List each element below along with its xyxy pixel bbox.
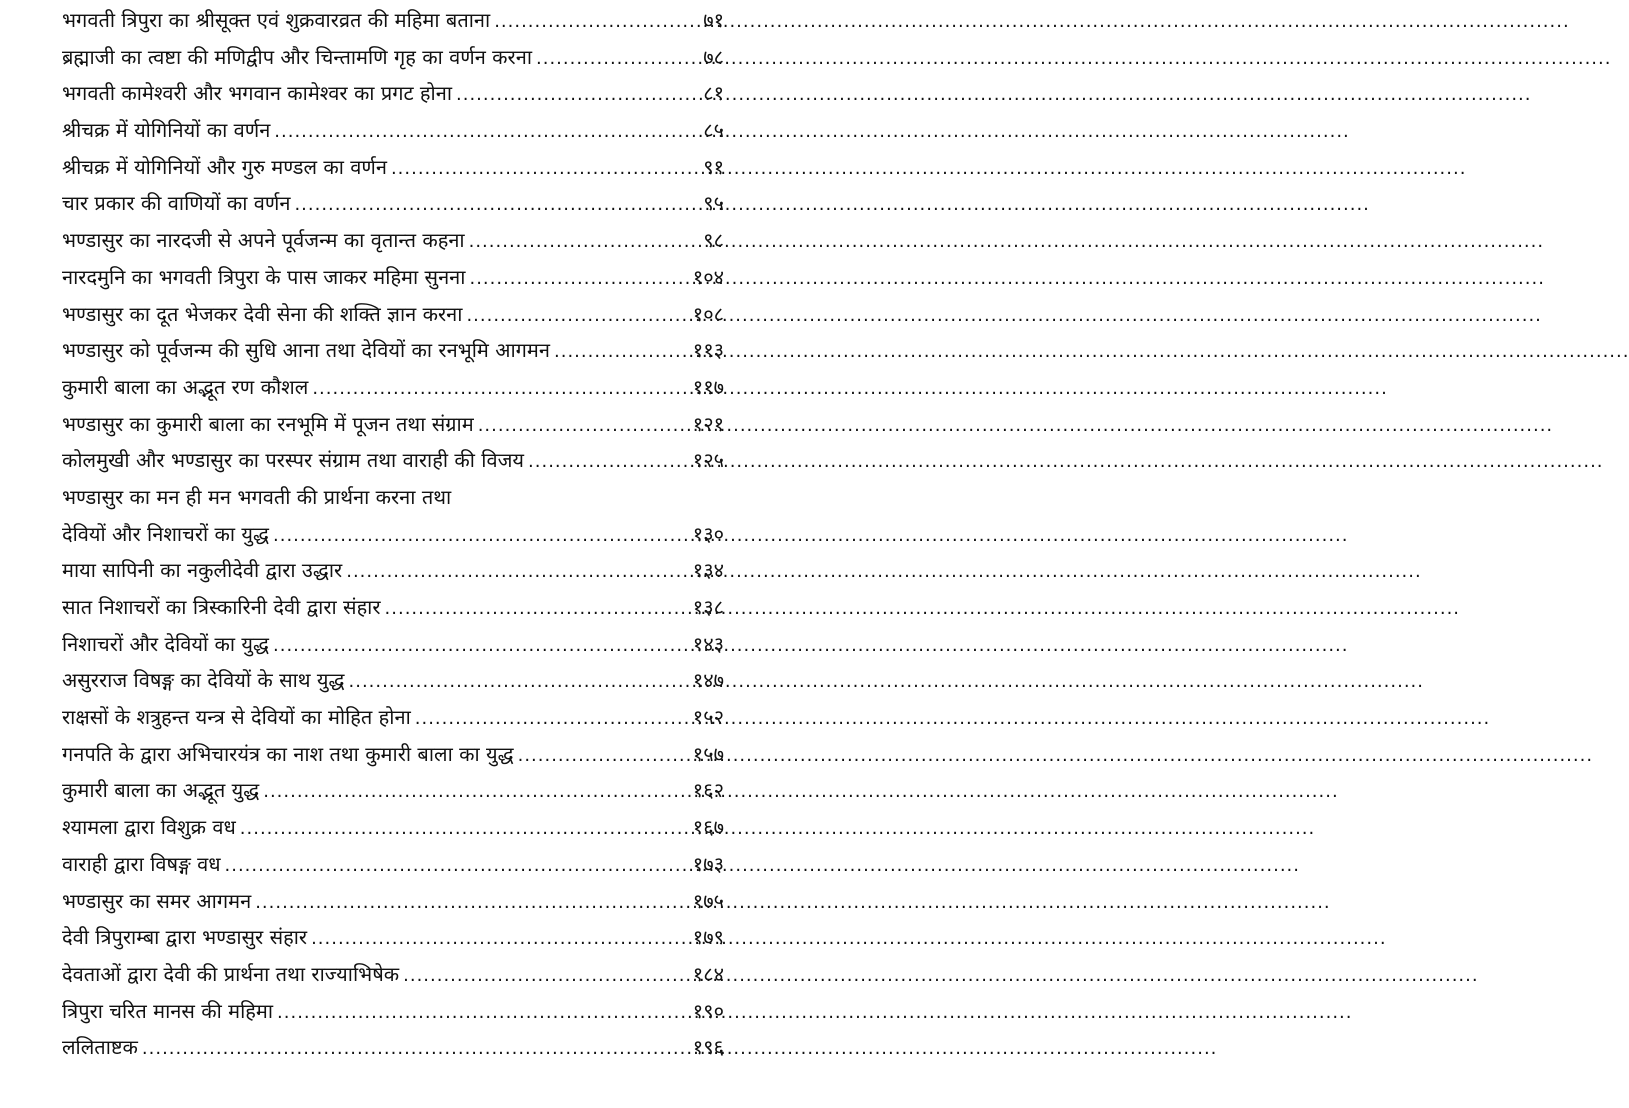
dot-leader bbox=[415, 701, 674, 738]
toc-entry-title: भण्डासुर का मन ही मन भगवती की प्रार्थना करना तथा bbox=[62, 484, 452, 509]
toc-entry-page-number: १३४ bbox=[692, 558, 724, 583]
table-of-contents bbox=[62, 2, 724, 1066]
toc-entry-page-number: १५२ bbox=[692, 705, 724, 730]
toc-entry-page-number: १२५ bbox=[692, 448, 724, 473]
toc-entry bbox=[62, 883, 724, 920]
dot-leader bbox=[494, 4, 674, 41]
toc-entry-page-number: ९८ bbox=[703, 228, 724, 253]
dot-leader bbox=[273, 518, 674, 555]
toc-entry bbox=[62, 846, 724, 883]
dot-leader bbox=[274, 114, 674, 151]
toc-entry-title: नारदमुनि का भगवती त्रिपुरा के पास जाकर महिमा सुनना bbox=[62, 264, 466, 289]
toc-entry-page-number: १७५ bbox=[692, 888, 724, 913]
toc-entry bbox=[62, 552, 724, 589]
dot-leader bbox=[294, 187, 674, 224]
dot-leader bbox=[403, 958, 674, 995]
toc-entry bbox=[62, 39, 724, 76]
toc-entry bbox=[62, 956, 724, 993]
toc-entry-title: राक्षसों के शत्रुहन्त यन्त्र से देवियों का मोहित होना bbox=[62, 705, 411, 730]
toc-entry-page-number: १९६ bbox=[692, 1035, 724, 1060]
dot-leader bbox=[240, 811, 674, 848]
toc-entry-title: भण्डासुर का समर आगमन bbox=[62, 888, 252, 913]
dot-leader bbox=[142, 1031, 674, 1068]
toc-entry-title: त्रिपुरा चरित मानस की महिमा bbox=[62, 998, 274, 1023]
toc-entry-page-number: १८४ bbox=[692, 961, 724, 986]
toc-entry bbox=[62, 2, 724, 39]
dot-leader bbox=[277, 995, 674, 1032]
toc-entry-page-number: १०८ bbox=[692, 301, 724, 326]
dot-leader bbox=[528, 444, 674, 481]
toc-entry bbox=[62, 185, 724, 222]
dot-leader bbox=[391, 151, 674, 188]
toc-entry-page-number: ८५ bbox=[703, 118, 724, 143]
toc-entry-page-number: १४७ bbox=[692, 668, 724, 693]
toc-entry-page-number: १७९ bbox=[692, 925, 724, 950]
toc-entry bbox=[62, 369, 724, 406]
toc-entry bbox=[62, 259, 724, 296]
toc-entry-title: देवियों और निशाचरों का युद्ध bbox=[62, 521, 270, 546]
toc-entry-page-number: १०४ bbox=[692, 264, 724, 289]
toc-entry-page-number: ७१ bbox=[703, 8, 724, 32]
toc-entry-page-number: ९१ bbox=[703, 154, 724, 179]
toc-entry bbox=[62, 699, 724, 736]
toc-entry bbox=[62, 332, 724, 369]
toc-entry-title: निशाचरों और देवियों का युद्ध bbox=[62, 631, 270, 656]
toc-entry-title: वाराही द्वारा विषङ्ग वध bbox=[62, 851, 221, 876]
toc-entry-title: माया सापिनी का नकुलीदेवी द्वारा उद्धार bbox=[62, 558, 343, 583]
toc-entry-title: भण्डासुर का नारदजी से अपने पूर्वजन्म का वृतान्त कहना bbox=[62, 228, 465, 253]
toc-entry-page-number: १२१ bbox=[692, 411, 724, 436]
toc-entry-title: ब्रह्माजी का त्वष्टा की मणिद्वीप और चिन्तामणि गृह का वर्णन करना bbox=[62, 44, 532, 69]
dot-leader bbox=[385, 591, 674, 628]
toc-entry bbox=[62, 919, 724, 956]
dot-leader bbox=[466, 298, 674, 335]
toc-entry bbox=[62, 809, 724, 846]
toc-entry bbox=[62, 406, 724, 443]
toc-entry bbox=[62, 736, 724, 773]
toc-entry-title: देवताओं द्वारा देवी की प्रार्थना तथा राज्याभिषेक bbox=[62, 961, 400, 986]
toc-entry-title: श्रीचक्र में योगिनियों का वर्णन bbox=[62, 118, 271, 143]
toc-entry-page-number: ७८ bbox=[703, 44, 724, 69]
dot-leader bbox=[349, 664, 674, 701]
dot-leader bbox=[469, 224, 674, 261]
toc-entry-page-number: ९५ bbox=[703, 191, 724, 216]
toc-entry-title: श्रीचक्र में योगिनियों और गुरु मण्डल का वर्णन bbox=[62, 154, 387, 179]
toc-entry bbox=[62, 222, 724, 259]
toc-entry-title: भगवती कामेश्वरी और भगवान कामेश्वर का प्रगट होना bbox=[62, 81, 453, 106]
toc-entry bbox=[62, 1029, 724, 1066]
toc-entry-title: असुरराज विषङ्ग का देवियों के साथ युद्ध bbox=[62, 668, 345, 693]
toc-entry-title: गनपति के द्वारा अभिचारयंत्र का नाश तथा कुमारी बाला का युद्ध bbox=[62, 741, 514, 766]
dot-leader bbox=[273, 628, 674, 665]
toc-entry bbox=[62, 662, 724, 699]
toc-entry-title: देवी त्रिपुराम्बा द्वारा भण्डासुर संहार bbox=[62, 925, 308, 950]
toc-entry bbox=[62, 75, 724, 112]
toc-entry-page-number: १५७ bbox=[692, 741, 724, 766]
toc-entry bbox=[62, 149, 724, 186]
dot-leader bbox=[225, 848, 674, 885]
toc-entry-title: भगवती त्रिपुरा का श्रीसूक्त एवं शुक्रवारव्रत की महिमा बताना bbox=[62, 8, 491, 32]
toc-entry-page-number: ११७ bbox=[692, 374, 724, 399]
toc-entry-title: कुमारी बाला का अद्भूत युद्ध bbox=[62, 778, 260, 803]
toc-entry-title: भण्डासुर का कुमारी बाला का रनभूमि में पूजन तथा संग्राम bbox=[62, 411, 474, 436]
toc-entry-title: चार प्रकार की वाणियों का वर्णन bbox=[62, 191, 291, 216]
toc-entry-page-number: ११३ bbox=[692, 338, 724, 363]
toc-entry-page-number: १३० bbox=[692, 521, 724, 546]
toc-entry bbox=[62, 589, 724, 626]
dot-leader bbox=[263, 774, 674, 811]
toc-entry-title: कोलमुखी और भण्डासुर का परस्पर संग्राम तथा वाराही की विजय bbox=[62, 448, 525, 473]
toc-entry-page-number: १६७ bbox=[692, 815, 724, 840]
toc-entry-page-number: १६२ bbox=[692, 778, 724, 803]
toc-entry bbox=[62, 516, 724, 553]
toc-entry bbox=[62, 772, 724, 809]
toc-entry-page-number: १३८ bbox=[692, 595, 724, 619]
dot-leader bbox=[469, 261, 674, 298]
toc-entry bbox=[62, 296, 724, 333]
toc-entry bbox=[62, 479, 724, 516]
dot-leader bbox=[478, 408, 674, 445]
toc-entry-title: भण्डासुर का दूत भेजकर देवी सेना की शक्ति ज्ञान करना bbox=[62, 301, 463, 326]
toc-entry-title: भण्डासुर को पूर्वजन्म की सुधि आना तथा देवियों का रनभूमि आगमन bbox=[62, 338, 550, 363]
toc-entry bbox=[62, 442, 724, 479]
dot-leader bbox=[536, 41, 674, 78]
dot-leader bbox=[255, 885, 674, 922]
toc-entry-title: श्यामला द्वारा विशुक्र वध bbox=[62, 815, 236, 840]
toc-entry-page-number: १७३ bbox=[692, 851, 724, 876]
dot-leader bbox=[311, 921, 674, 958]
dot-leader bbox=[518, 738, 674, 775]
toc-entry bbox=[62, 112, 724, 149]
toc-entry-title: ललिताष्टक bbox=[62, 1035, 138, 1060]
toc-entry-title: कुमारी बाला का अद्भूत रण कौशल bbox=[62, 374, 309, 399]
dot-leader bbox=[312, 371, 674, 408]
toc-entry-page-number: ८१ bbox=[703, 81, 724, 106]
toc-entry-page-number: १४३ bbox=[692, 631, 724, 656]
toc-entry-title: सात निशाचरों का त्रिस्कारिनी देवी द्वारा संहार bbox=[62, 595, 381, 619]
toc-entry-page-number: १९० bbox=[692, 998, 724, 1023]
toc-entry bbox=[62, 993, 724, 1030]
dot-leader bbox=[554, 334, 674, 371]
dot-leader bbox=[456, 77, 674, 114]
dot-leader bbox=[346, 554, 674, 591]
toc-entry bbox=[62, 626, 724, 663]
